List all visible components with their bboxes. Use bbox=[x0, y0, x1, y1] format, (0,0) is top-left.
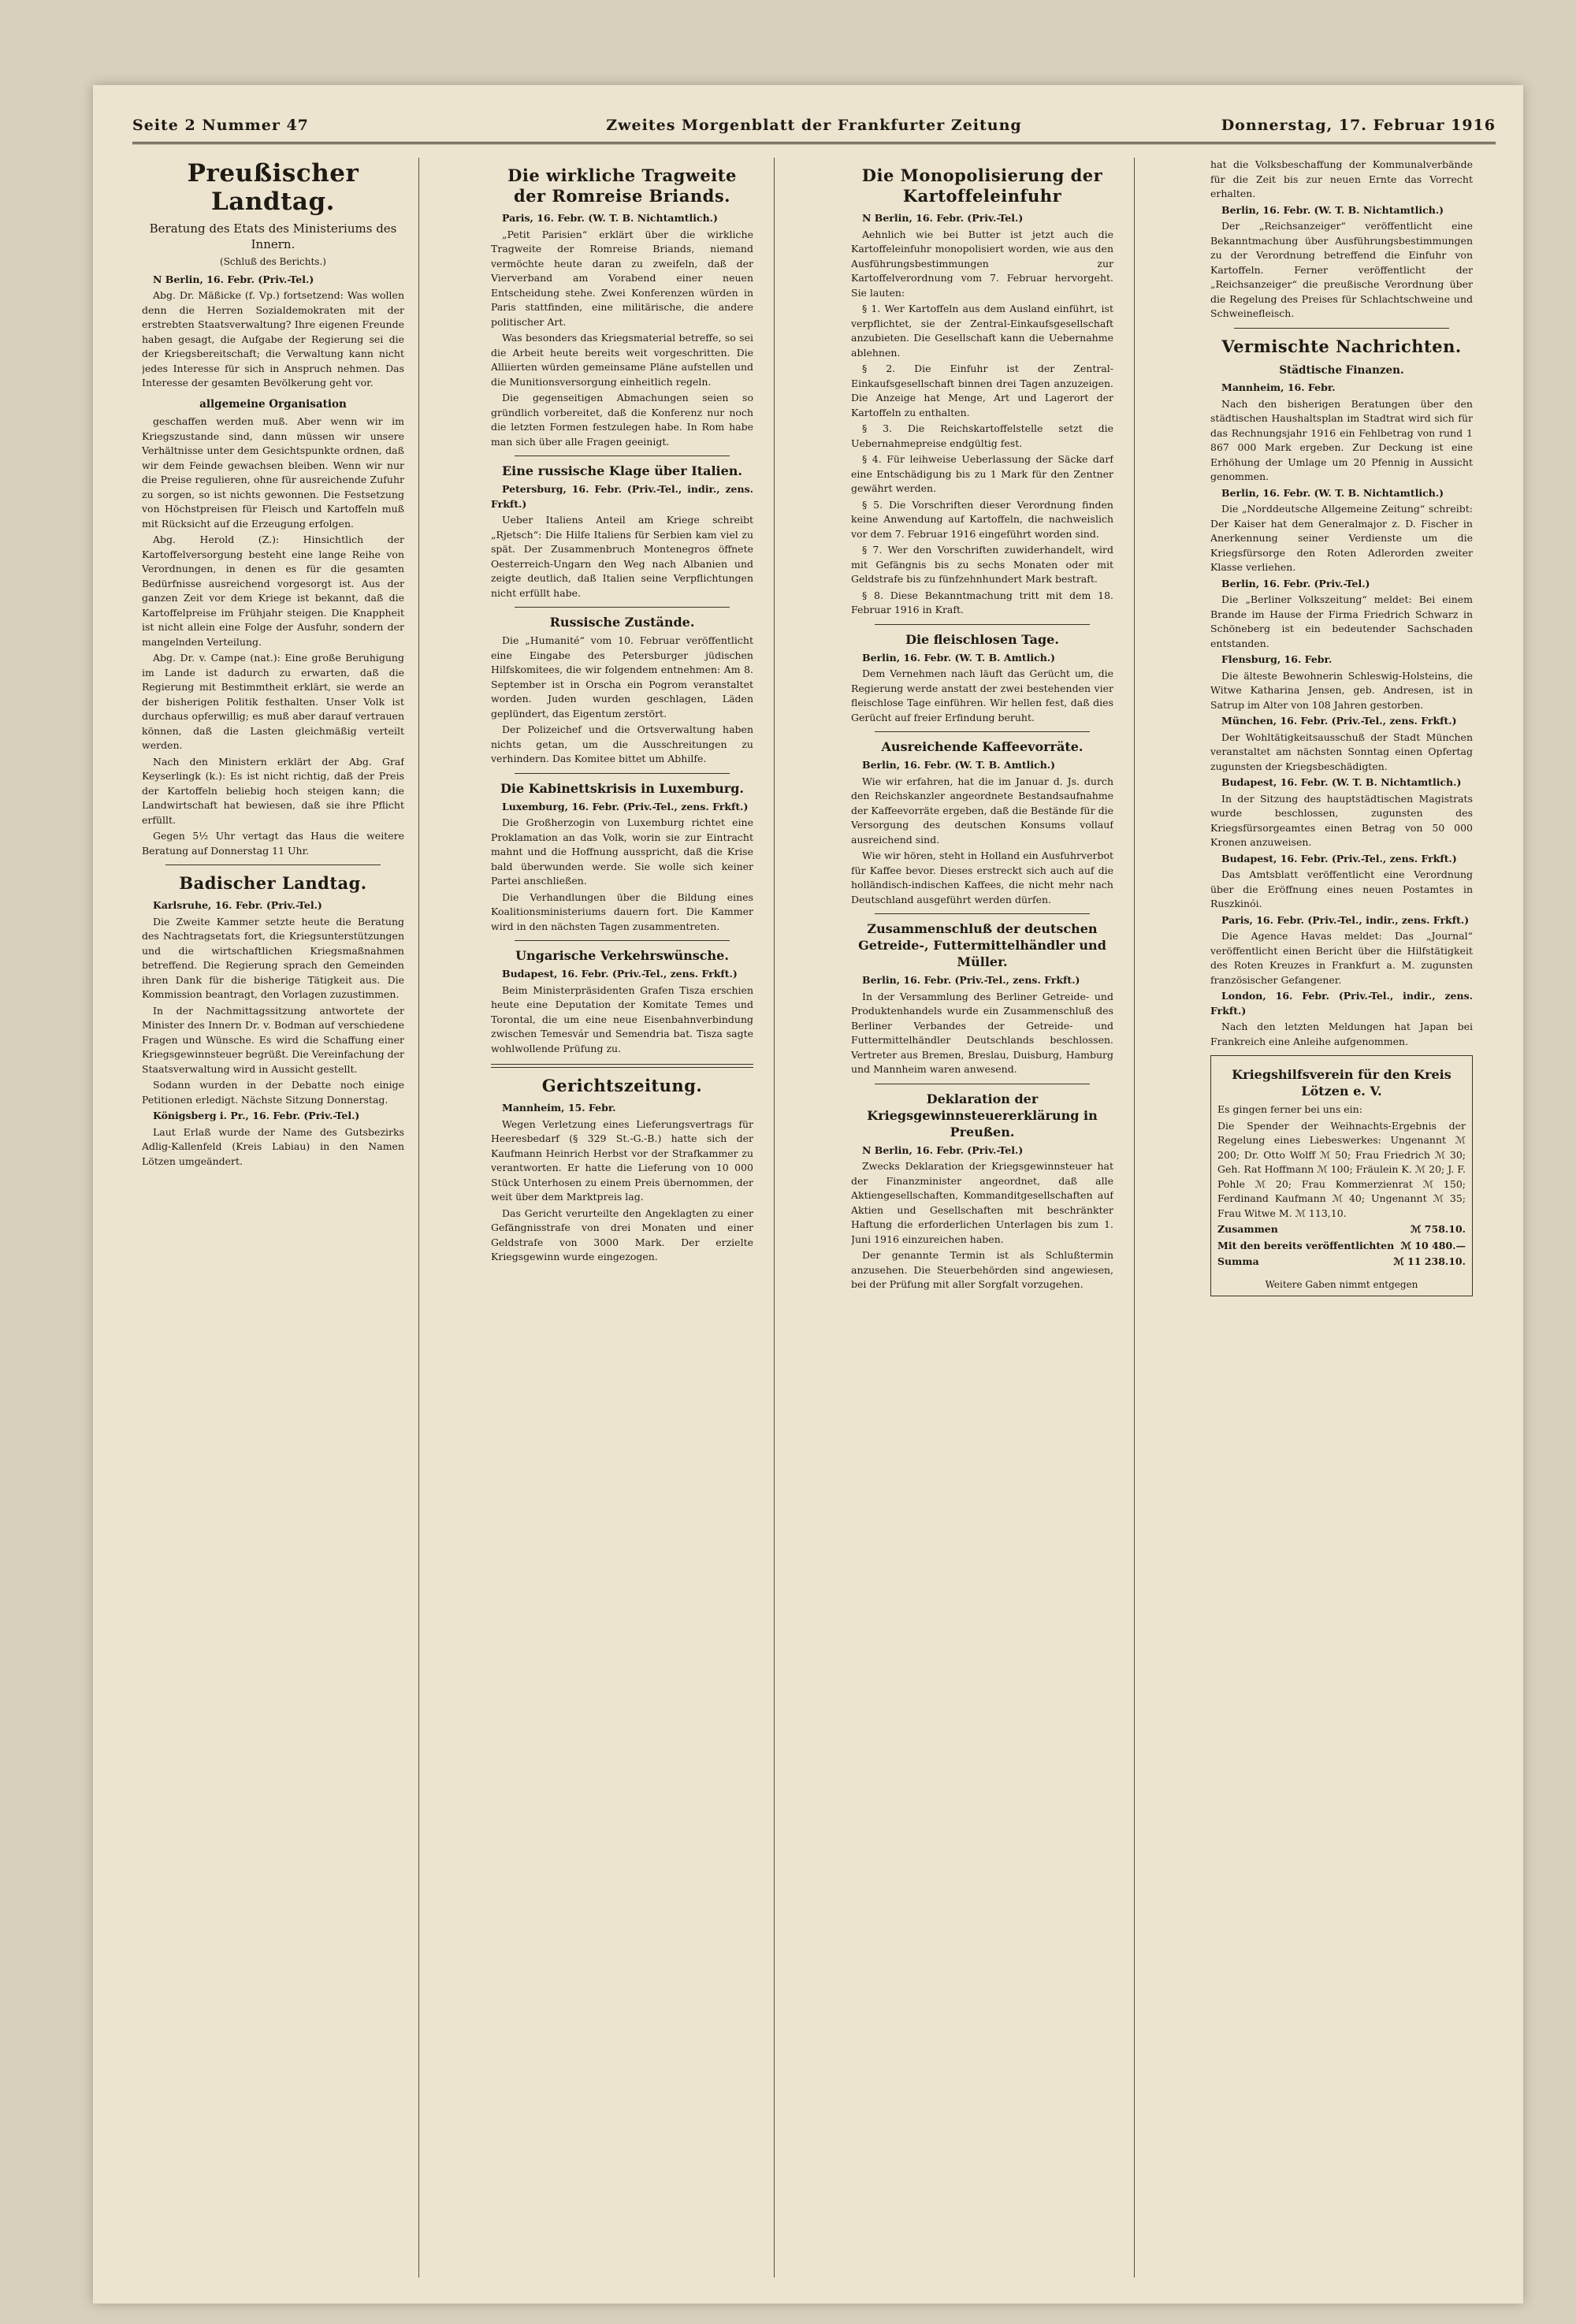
paragraph: Was besonders das Kriegsmaterial betreffe, so sei die Arbeit heute bereits weit vorgeschritten. Die Alliierten würden gemeinsame Pläne aufstellen und die Munitionsversorgung einheitlich regeln. bbox=[491, 332, 753, 388]
divider bbox=[875, 913, 1090, 914]
total-value: ℳ 758.10. bbox=[1411, 1223, 1466, 1235]
dateline: Budapest, 16. Febr. (W. T. B. Nichtamtlich.) bbox=[1221, 776, 1462, 788]
paragraph: § 8. Diese Bekanntmachung tritt mit dem 18. Februar 1916 in Kraft. bbox=[851, 589, 1113, 615]
paragraph: Abg. Dr. Mäßicke (f. Vp.) fortsetzend: Was wollen denn die Herren Sozialdemokraten mit der erstrebten Staatsverwaltung? Ihre eigenen Freunde haben gesagt, die Aufgabe der Regierung sei die der Kriegsbereitschaft; die Verwaltung kann nicht jedes Interesse für sich in Anspruch nehmen. Das Interesse der gesamten Bevölkerung geht vor. bbox=[142, 289, 404, 389]
grand-total-row bbox=[1217, 1255, 1466, 1270]
dateline: München, 16. Febr. (Priv.-Tel., zens. Frkft.) bbox=[1221, 715, 1457, 727]
total-label: Mit den bereits veröffentlichten bbox=[1217, 1239, 1395, 1251]
paragraph: Der Wohltätigkeitsausschuß der Stadt München veranstaltet am nächsten Sonntag einen Opfertag zugunsten der Kriegsbeschädigten. bbox=[1210, 731, 1473, 772]
total-row bbox=[1217, 1222, 1466, 1237]
paragraph: Dem Vernehmen nach läuft das Gerücht um, die Regierung werde anstatt der zwei bestehenden vier fleischlose Tage einführen. Wir hellen fest, daß dies Gerücht auf freier Erfindung beruht. bbox=[851, 667, 1113, 723]
article-title: Zusammenschluß der deutschen Getreide-, Futtermittelhändler und Müller. bbox=[858, 921, 1106, 969]
page-number: Seite 2 Nummer 47 bbox=[132, 117, 309, 134]
section-subhead: Städtische Finanzen. bbox=[1279, 363, 1404, 377]
paragraph: § 1. Wer Kartoffeln aus dem Ausland einführt, ist verpflichtet, sie der Zentral-Einkaufsgesellschaft anzubieten. Die Gesellschaft kann die Uebernahme ablehnen. bbox=[851, 303, 1113, 359]
paragraph: § 5. Die Vorschriften dieser Verordnung finden keine Anwendung auf Kartoffeln, die nachweislich vor dem 7. Februar 1916 eingeführt worden sind. bbox=[851, 498, 1113, 540]
paragraph: In der Versammlung des Berliner Getreide- und Produktenhandels wurde ein Zusammenschluß des Berliner Verbandes der Getreide- und Futtermittelhändler Deutschlands beschlossen. Vertreter aus Bremen, Breslau, Duisburg, Hamburg und Mannheim waren anwesend. bbox=[851, 990, 1113, 1075]
paragraph: In der Sitzung des hauptstädtischen Magistrats wurde beschlossen, zugunsten des Kriegsfürsorgeamtes einen Betrag von 50 000 Kronen anzuweisen. bbox=[1210, 792, 1473, 848]
donor-list: Die Spender der Weihnachts-Ergebnis der Regelung eines Liebeswerkes: Ungenannt ℳ 200; Dr. Otto Wolff ℳ 50; Frau Friedrich ℳ 30; Geh. Rat Hoffmann ℳ 100; Fräulein K. ℳ 20; J. F. Pohle ℳ 20; Frau Kommerzienrat ℳ 150; Ferdinand Kaufmann ℳ 40; Ungenannt ℳ 35; Frau Witwe M. ℳ 113,10. bbox=[1217, 1119, 1466, 1219]
paragraph: Die Großherzogin von Luxemburg richtet eine Proklamation an das Volk, worin sie zur Eintracht mahnt und die Hoffnung ausspricht, daß die Krise bald überwunden werde. Sie wolle sich keiner Partei anschließen. bbox=[491, 816, 753, 887]
divider bbox=[515, 607, 730, 608]
dateline: Paris, 16. Febr. (W. T. B. Nichtamtlich.) bbox=[502, 212, 718, 224]
section-title: Gerichtszeitung. bbox=[541, 1076, 703, 1095]
newspaper-page bbox=[93, 85, 1523, 2304]
paragraph: Der genannte Termin ist als Schlußtermin anzusehen. Die Steuerbehörden sind angewiesen, bei der Prüfung mit aller Sorgfalt vorzugehen. bbox=[851, 1249, 1113, 1290]
column-2 bbox=[491, 158, 753, 2278]
dateline: Luxemburg, 16. Febr. (Priv.-Tel., zens. Frkft.) bbox=[502, 800, 749, 812]
divider bbox=[875, 624, 1090, 625]
paragraph: Die „Humanité“ vom 10. Februar veröffentlicht eine Eingabe des Petersburger jüdischen Hilfskomitees, die wir folgendem entnehmen: Am 8. September ist in Orscha ein Pogrom veranstaltet worden. Juden wurden geschlagen, Läden geplündert, das Eigentum zerstört. bbox=[491, 634, 753, 720]
article-title: Die Kabinettskrisis in Luxemburg. bbox=[500, 780, 744, 796]
paragraph: In der Nachmittagssitzung antwortete der Minister des Innern Dr. v. Bodman auf verschiedene Fragen und Wünsche. Es wird die Schaffung einer Kriegsgewinnsteuer begrüßt. Die Vereinfachung der Staatsverwaltung wird in Aussicht gestellt. bbox=[142, 1004, 404, 1075]
dateline: Berlin, 16. Febr. (W. T. B. Nichtamtlich.) bbox=[1221, 486, 1444, 499]
section-subhead: allgemeine Organisation bbox=[199, 397, 347, 411]
paragraph: Das Gericht verurteilte den Angeklagten zu einer Gefängnisstrafe von drei Monaten und einer Geldstrafe von 3000 Mark. Der erzielte Kriegsgewinn wurde eingezogen. bbox=[491, 1207, 753, 1262]
dateline: Budapest, 16. Febr. (Priv.-Tel., zens. Frkft.) bbox=[502, 968, 738, 980]
dateline: Berlin, 16. Febr. (W. T. B. Nichtamtlich.) bbox=[1221, 203, 1444, 216]
dateline: N Berlin, 16. Febr. (Priv.-Tel.) bbox=[862, 212, 1024, 224]
paragraph: Das Amtsblatt veröffentlicht eine Verordnung über die Eröffnung eines neuen Postamtes in Ruszkinói. bbox=[1210, 868, 1473, 909]
dateline: Berlin, 16. Febr. (W. T. B. Amtlich.) bbox=[862, 759, 1056, 771]
column-1 bbox=[142, 158, 404, 2278]
dateline: Flensburg, 16. Febr. bbox=[1221, 653, 1333, 665]
dateline: Karlsruhe, 16. Febr. (Priv.-Tel.) bbox=[153, 899, 322, 911]
section-title: Vermischte Nachrichten. bbox=[1221, 336, 1462, 356]
dateline: Berlin, 16. Febr. (Priv.-Tel.) bbox=[1221, 577, 1370, 589]
paragraph: Die gegenseitigen Abmachungen seien so gründlich vorbereitet, daß die Konferenz nur noch die letzten Formen festzulegen habe. In Rom habe man sich über alle Fragen geeinigt. bbox=[491, 392, 753, 448]
dateline: Paris, 16. Febr. (Priv.-Tel., indir., zens. Frkft.) bbox=[1221, 913, 1470, 926]
article-title: Ausreichende Kaffeevorräte. bbox=[881, 739, 1084, 754]
article-title: Die Monopolisierung der Kartoffeleinfuhr bbox=[861, 165, 1103, 206]
dateline: Mannheim, 15. Febr. bbox=[502, 1102, 616, 1114]
paragraph: Beim Ministerpräsidenten Grafen Tisza erschien heute eine Deputation der Komitate Temes und Torontal, die um eine neue Eisenbahnverbindung zwischen Temesvár und Semendria bat. Tisza sagte wohlwollende Prüfung zu. bbox=[491, 984, 753, 1054]
column-rule bbox=[418, 158, 419, 2278]
paragraph: Zwecks Deklaration der Kriegsgewinnsteuer hat der Finanzminister angeordnet, daß alle Aktiengesellschaften, Kommanditgesellschaften auf Aktien und Gesellschaften mit beschränkter Haftung die erforderlichen Unterlagen bis zum 1. Juni 1916 einzureichen haben. bbox=[851, 1160, 1113, 1245]
donation-box bbox=[1210, 1055, 1473, 1296]
paragraph: Die Zweite Kammer setzte heute die Beratung des Nachtragsetats fort, die Kriegsunterstützungen und die wirtschaftlichen Kriegsmaßnahmen betreffend. Die Regierung sprach den Gemeinden ihren Dank für die bisherige Tätigkeit aus. Die Kommission beantragt, den Vorlagen zuzustimmen. bbox=[142, 915, 404, 1000]
divider bbox=[515, 773, 730, 774]
paragraph: Die älteste Bewohnerin Schleswig-Holsteins, die Witwe Katharina Jensen, geb. Andresen, ist in Satrup im Alter von 108 Jahren gestorben. bbox=[1210, 669, 1473, 711]
paragraph: Nach den Ministern erklärt der Abg. Graf Keyserlingk (k.): Es ist nicht richtig, daß der Preis der Kartoffeln beliebig hoch steigen kann; die Landwirtschaft hat bewiesen, daß sie ihre Pflicht erfüllt. bbox=[142, 755, 404, 826]
paragraph: Ueber Italiens Anteil am Kriege schreibt „Rjetsch“: Die Hilfe Italiens für Serbien kam viel zu spät. Der Zusammenbruch Montenegros öffnete Oesterreich-Ungarn den Weg nach Albanien und zeigte deutlich, daß Italien seine Verpflichtungen nicht erfüllt habe. bbox=[491, 514, 753, 599]
paragraph: Nach den letzten Meldungen hat Japan bei Frankreich eine Anleihe aufgenommen. bbox=[1210, 1021, 1473, 1047]
paragraph: Sodann wurden in der Debatte noch einige Petitionen erledigt. Nächste Sitzung Donnerstag. bbox=[142, 1079, 404, 1106]
dateline: N Berlin, 16. Febr. (Priv.-Tel.) bbox=[862, 1143, 1024, 1156]
paragraph: Wegen Verletzung eines Lieferungsvertrags für Heeresbedarf (§ 329 St.-G.-B.) hatte sich der Kaufmann Heinrich Herbst vor der Strafkammer zu verantworten. Er hatte die Lieferung von 10 000 Stück Unterhosen zu einem Preis übernommen, der weit über dem Marktpreis lag. bbox=[491, 1117, 753, 1203]
column-3 bbox=[851, 158, 1113, 2278]
newspaper-title: Zweites Morgenblatt der Frankfurter Zeitung bbox=[606, 117, 1022, 134]
paragraph: Die „Norddeutsche Allgemeine Zeitung“ schreibt: Der Kaiser hat dem Generalmajor z. D. Fischer in Anerkennung seiner Verdienste um die Kriegsfürsorge den Roten Adlerorden zweiter Klasse verliehen. bbox=[1210, 503, 1473, 573]
dateline: N Berlin, 16. Febr. (Priv.-Tel.) bbox=[153, 273, 314, 285]
masthead bbox=[132, 115, 1496, 144]
paragraph: Der Polizeichef und die Ortsverwaltung haben nichts getan, um die Ausschreitungen zu verhindern. Das Komitee bittet um Abhilfe. bbox=[491, 723, 753, 764]
dateline: Königsberg i. Pr., 16. Febr. (Priv.-Tel.) bbox=[153, 1110, 360, 1121]
total-value: ℳ 11 238.10. bbox=[1393, 1255, 1466, 1267]
paragraph: „Petit Parisien“ erklärt über die wirkliche Tragweite der Romreise Briands, niemand vermöchte heute daran zu zweifeln, daß der Vierverband am Vorabend einer neuen Entscheidung stehe. Zwei Konferenzen würden in Paris stattfinden, eine militärische, die andere politischer Art. bbox=[491, 228, 753, 328]
article-title: Badischer Landtag. bbox=[179, 873, 367, 893]
paragraph: Nach den bisherigen Beratungen über den städtischen Haushaltsplan im Stadtrat wird sich für das Rechnungsjahr 1916 ein Fehlbetrag von rund 1 867 000 Mark ergeben. Zur Deckung ist eine Erhöhung der Umlage um 20 Pfennig in Aussicht genommen. bbox=[1210, 397, 1473, 482]
article-deck: Beratung des Etats des Ministeriums des Innern. bbox=[149, 221, 397, 251]
paragraph: Gegen 5½ Uhr vertagt das Haus die weitere Beratung auf Donnerstag 11 Uhr. bbox=[142, 830, 404, 857]
total-label: Summa bbox=[1217, 1255, 1259, 1267]
column-rule bbox=[1134, 158, 1135, 2278]
article-title: Deklaration der Kriegsgewinnsteuererklärung in Preußen. bbox=[867, 1091, 1098, 1140]
dateline: Petersburg, 16. Febr. (Priv.-Tel., indir., zens. Frkft.) bbox=[491, 483, 753, 510]
paragraph: Aehnlich wie bei Butter ist jetzt auch die Kartoffeleinfuhr monopolisiert worden, wie aus den Ausführungsbestimmungen zur Kartoffelverordnung vom 7. Februar hervorgeht. Sie lauten: bbox=[851, 228, 1113, 299]
column-rule bbox=[774, 158, 775, 2278]
paragraph: Die Agence Havas meldet: Das „Journal“ veröffentlicht einen Bericht über die Hilfstätigkeit des Roten Kreuzes in Frankfurt a. M. zugunsten französischer Gefangener. bbox=[1210, 930, 1473, 986]
paragraph: § 2. Die Einfuhr ist der Zentral-Einkaufsgesellschaft binnen drei Tagen anzuzeigen. Die Anzeige hat Menge, Art und Lagerort der Kartoffeln zu enthalten. bbox=[851, 363, 1113, 418]
paragraph: Wie wir hören, steht in Holland ein Ausfuhrverbot für Kaffee bevor. Dieses erstreckt sich auch auf die holländisch-indischen Kaffees, die nicht mehr nach Deutschland ausgeführt werden dürfen. bbox=[851, 850, 1113, 905]
paragraph: § 3. Die Reichskartoffelstelle setzt die Uebernahmepreise endgültig fest. bbox=[851, 422, 1113, 449]
divider bbox=[515, 940, 730, 941]
paragraph: Abg. Herold (Z.): Hinsichtlich der Kartoffelversorgung besteht eine lange Reihe von Verordnungen, in denen es für die gesamten Bedürfnisse ausreichend vorgesorgt ist. Aus der ganzen Zeit vor dem Kriege ist bekannt, daß die Kartoffelpreise im Frühjahr steigen. Die Knappheit ist nicht allein eine Folge der Ausfuhr, sondern der mangelnden Verteilung. bbox=[142, 534, 404, 648]
box-title: Kriegshilfsverein für den Kreis Lötzen e. V. bbox=[1232, 1067, 1451, 1099]
article-title: Russische Zustände. bbox=[549, 615, 695, 630]
paragraph: geschaffen werden muß. Aber wenn wir im Kriegszustande sind, dann müssen wir unsere Verhältnisse unter dem Gesichtspunkte ordnen, daß wir dem Feinde gewachsen bleiben. Wenn wir nur die Preise regulieren, ohne für ausreichende Zufuhr zu sorgen, so ist nichts gewonnen. Die Festsetzung von Höchstpreisen für Fleisch und Kartoffeln muß mit Rücksicht auf die Erzeugung erfolgen. bbox=[142, 415, 404, 530]
double-divider bbox=[491, 1064, 753, 1068]
paragraph: hat die Volksbeschaffung der Kommunalverbände für die Zeit bis zur neuen Ernte das Vorrecht erhalten. bbox=[1210, 158, 1473, 199]
total-value: ℳ 10 480.— bbox=[1400, 1239, 1466, 1251]
article-title: Preußischer Landtag. bbox=[187, 159, 359, 216]
article-title: Ungarische Verkehrswünsche. bbox=[515, 948, 729, 963]
article-title: Die wirkliche Tragweite der Romreise Briands. bbox=[507, 165, 737, 206]
paragraph: Die Verhandlungen über die Bildung eines Koalitionsministeriums dauern fort. Die Kammer wird in den nächsten Tagen zusammentreten. bbox=[491, 891, 753, 932]
column-4 bbox=[1210, 158, 1473, 2278]
article-note: (Schluß des Berichts.) bbox=[220, 256, 326, 267]
article-title: Die fleischlosen Tage. bbox=[905, 631, 1059, 647]
divider bbox=[875, 731, 1090, 732]
paragraph: Wie wir erfahren, hat die im Januar d. Js. durch den Reichskanzler angeordnete Bestandsaufnahme der Kaffeevorräte ergeben, daß die Bestände für die Versorgung des deutschen Konsums vollauf ausreichend sind. bbox=[851, 775, 1113, 846]
paragraph: Der „Reichsanzeiger“ veröffentlicht eine Bekanntmachung über Ausführungsbestimmungen zu der Verordnung betreffend die Einfuhr von Kartoffeln. Ferner veröffentlicht der „Reichsanzeiger“ die preußische Verordnung über die Regelung des Preises für Schlachtschweine und Schweinefleisch. bbox=[1210, 220, 1473, 319]
issue-date: Donnerstag, 17. Februar 1916 bbox=[1221, 117, 1496, 134]
paragraph: § 7. Wer den Vorschriften zuwiderhandelt, wird mit Gefängnis bis zu sechs Monaten oder mit Geldstrafe bis zu fünfzehnhundert Mark bestraft. bbox=[851, 544, 1113, 585]
dateline: Mannheim, 16. Febr. bbox=[1221, 381, 1336, 393]
dateline: London, 16. Febr. (Priv.-Tel., indir., zens. Frkft.) bbox=[1210, 990, 1473, 1017]
paragraph: Die „Berliner Volkszeitung“ meldet: Bei einem Brande im Hause der Firma Friedrich Schwarz in Schöneberg ist ein bedeutender Sachschaden entstanden. bbox=[1210, 593, 1473, 649]
paragraph: Abg. Dr. v. Campe (nat.): Eine große Beruhigung im Lande ist dadurch zu erwarten, daß die Regierung mit Bestimmtheit erklärt, sie werde an der bisherigen Politik festhalten. Unser Volk ist durchaus opferwillig; es muß aber darauf vertrauen können, daß die Lasten gleichmäßig verteilt werden. bbox=[142, 652, 404, 751]
divider bbox=[1234, 328, 1449, 329]
dateline: Berlin, 16. Febr. (Priv.-Tel., zens. Frkft.) bbox=[862, 974, 1080, 986]
dateline: Budapest, 16. Febr. (Priv.-Tel., zens. Frkft.) bbox=[1221, 852, 1457, 865]
dateline: Berlin, 16. Febr. (W. T. B. Amtlich.) bbox=[862, 651, 1056, 664]
article-title: Eine russische Klage über Italien. bbox=[501, 463, 742, 478]
total-label: Zusammen bbox=[1217, 1223, 1278, 1235]
box-note: Weitere Gaben nimmt entgegen bbox=[1265, 1278, 1418, 1290]
box-intro: Es gingen ferner bei uns ein: bbox=[1217, 1103, 1362, 1115]
paragraph: Laut Erlaß wurde der Name des Gutsbezirks Adlig-Kallenfeld (Kreis Labiau) in den Namen Lötzen umgeändert. bbox=[142, 1125, 404, 1167]
paragraph: § 4. Für leihweise Ueberlassung der Säcke darf eine Entschädigung bis zu 1 Mark für den Zentner gewährt werden. bbox=[851, 453, 1113, 494]
total-row bbox=[1217, 1239, 1466, 1254]
